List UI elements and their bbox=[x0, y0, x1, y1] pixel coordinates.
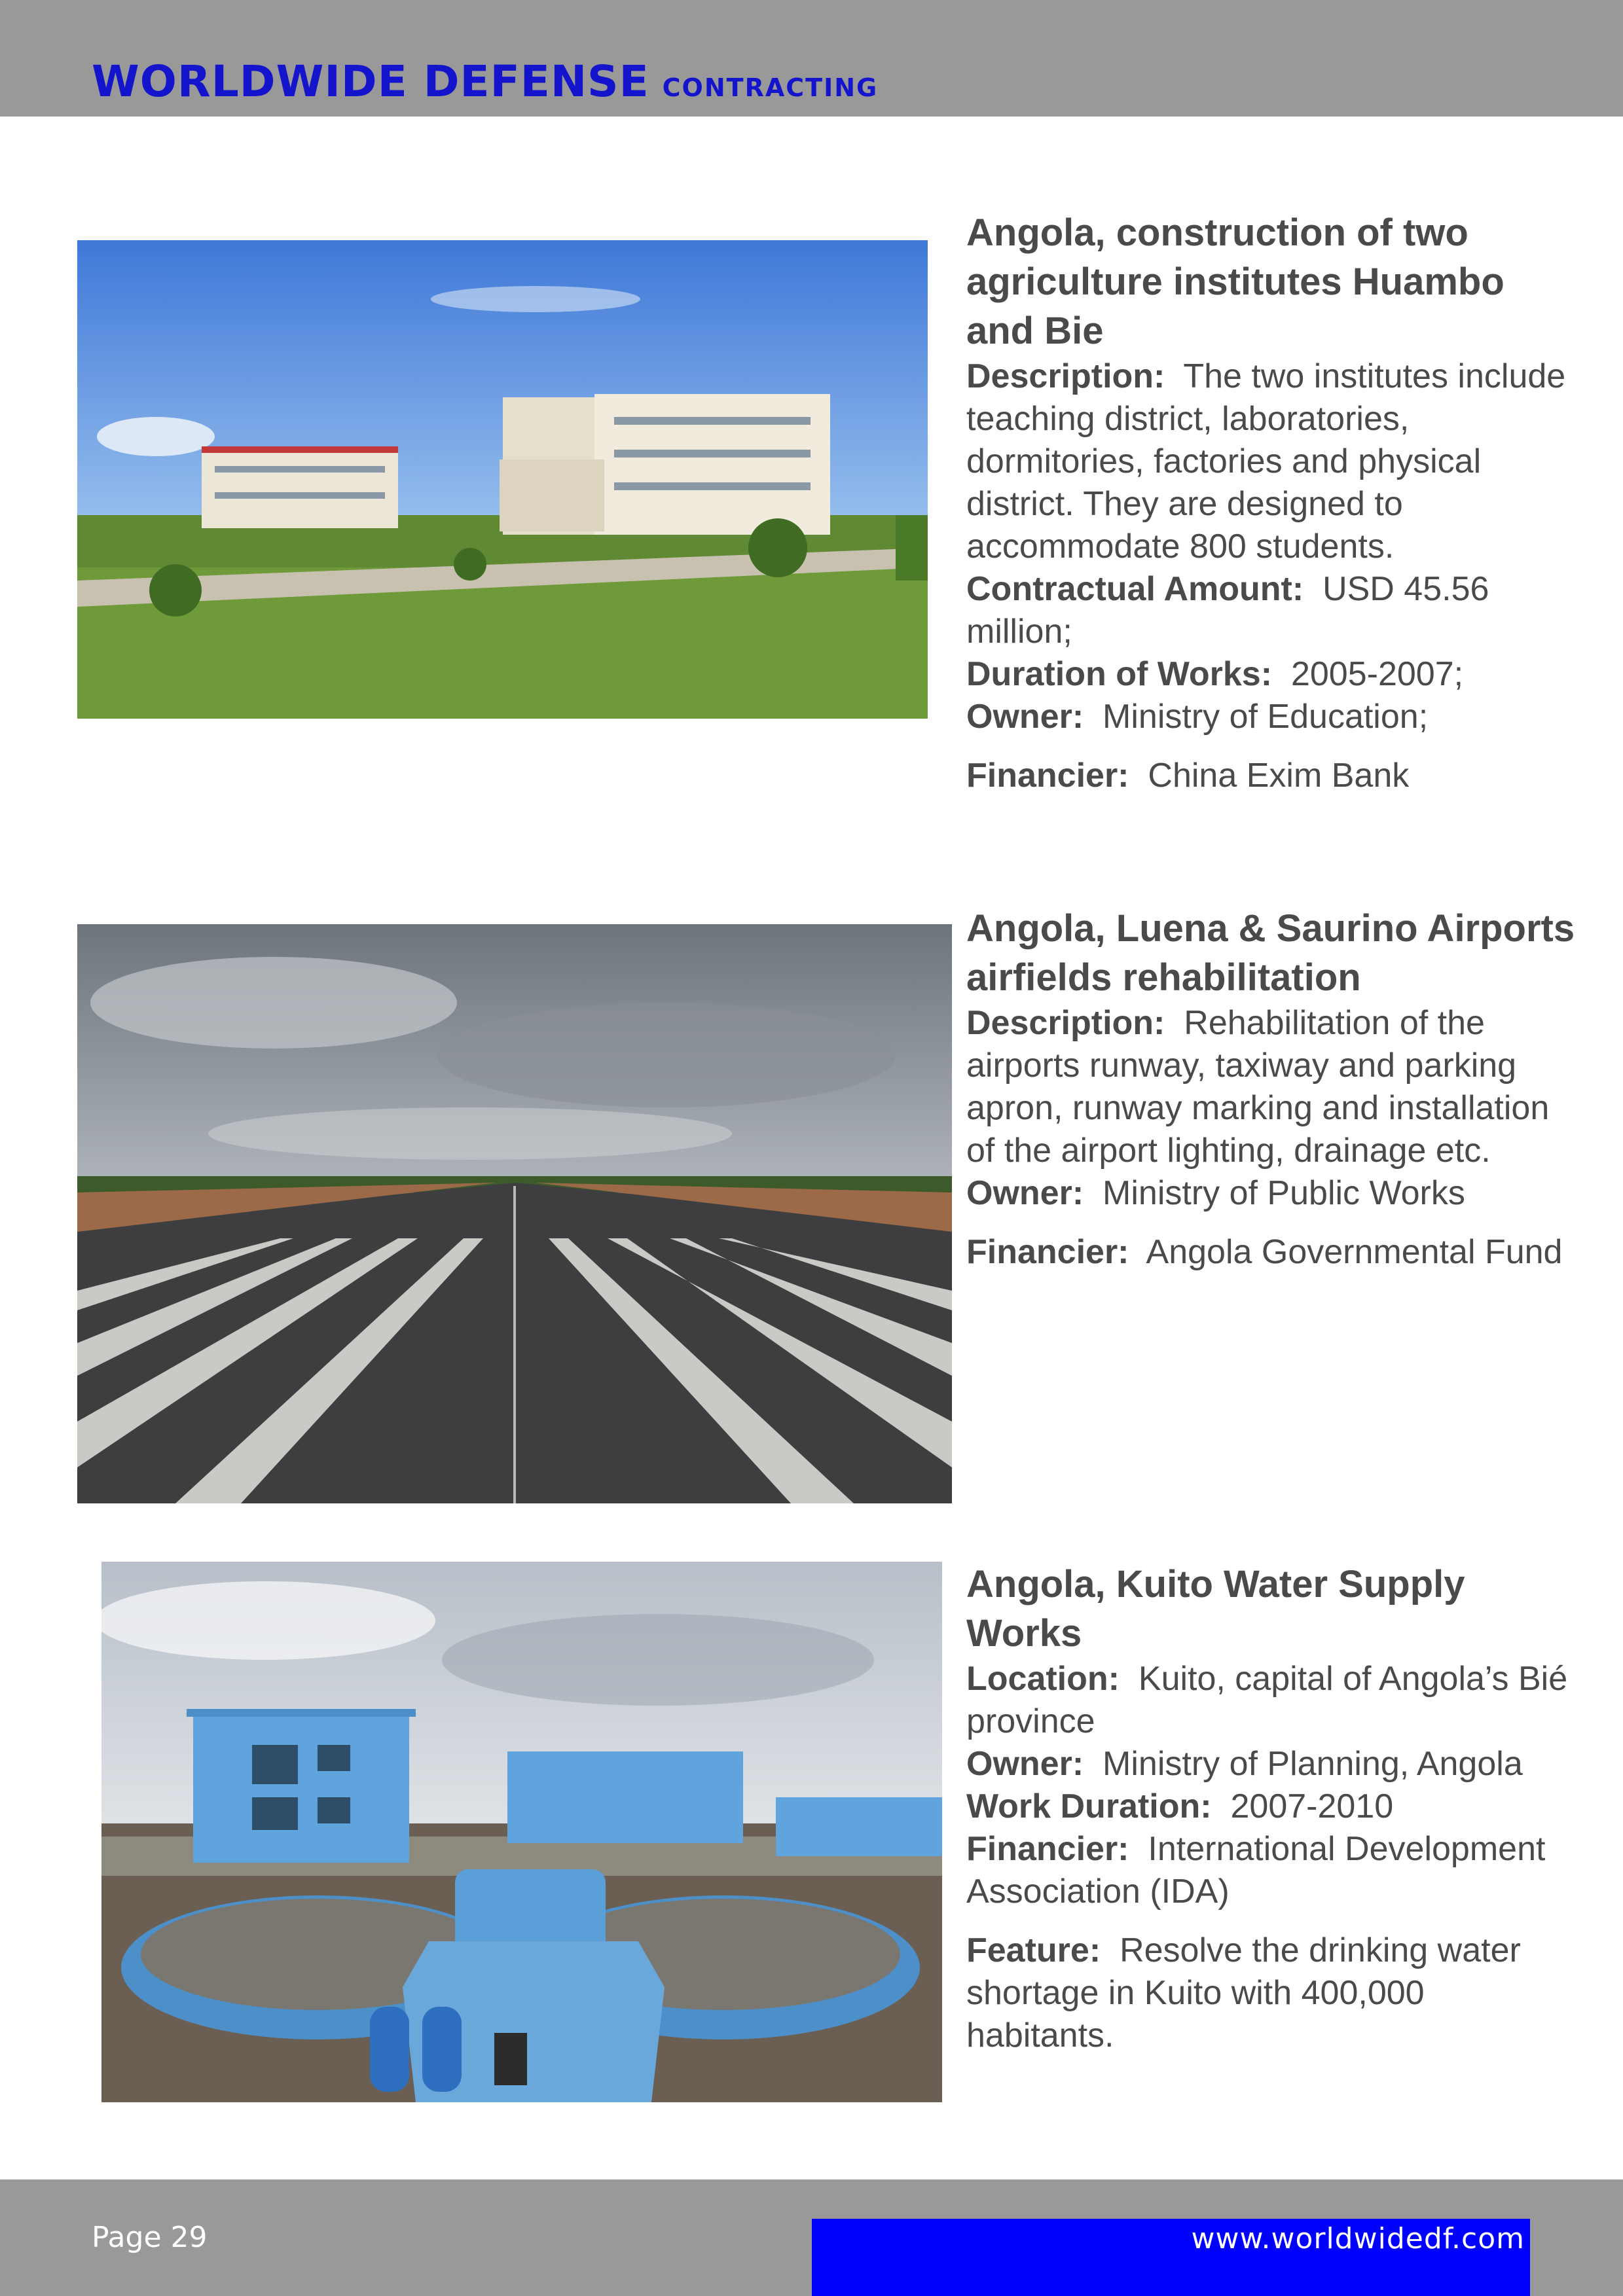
runway-photo bbox=[77, 924, 952, 1503]
field-value: Ministry of Education; bbox=[1103, 698, 1429, 736]
field-label: Owner: bbox=[966, 698, 1084, 736]
field-label: Location: bbox=[966, 1660, 1120, 1698]
field-label: Financier: bbox=[966, 757, 1129, 795]
water-plant-photo bbox=[101, 1562, 942, 2102]
financier-field bbox=[966, 1828, 1575, 1913]
project-airports bbox=[966, 904, 1575, 1274]
project-institutes bbox=[966, 208, 1575, 797]
field-value: The two institutes include teaching district, laboratories, dormitories, factories and physical district. They are designed to accommodate 800 students. bbox=[966, 357, 1566, 565]
website-link[interactable]: www.worldwidedf.com bbox=[1191, 2222, 1525, 2255]
field-value: International Development Association (IDA) bbox=[966, 1830, 1546, 1910]
financier-field bbox=[966, 755, 1575, 797]
page-number: Page 29 bbox=[92, 2221, 208, 2254]
field-label: Contractual Amount: bbox=[966, 570, 1304, 608]
project-title: Angola, Kuito Water Supply Works bbox=[966, 1563, 1465, 1655]
field-value: Angola Governmental Fund bbox=[1146, 1233, 1563, 1271]
institutes-photo bbox=[77, 240, 928, 719]
amount-field bbox=[966, 568, 1575, 653]
project-water-supply bbox=[966, 1560, 1575, 2057]
field-label: Financier: bbox=[966, 1233, 1129, 1271]
field-value: Kuito, capital of Angola’s Bié province bbox=[966, 1660, 1568, 1740]
website-box bbox=[812, 2219, 1530, 2296]
field-value: Rehabilitation of the airports runway, taxiway and parking apron, runway marking and installation of the airport lighting, drainage etc. bbox=[966, 1004, 1550, 1170]
brand-main: WORLDWIDE DEFENSE bbox=[92, 56, 649, 107]
field-label: Duration of Works: bbox=[966, 655, 1273, 693]
field-label: Work Duration: bbox=[966, 1787, 1212, 1825]
location-field bbox=[966, 1658, 1575, 1743]
financier-field bbox=[966, 1231, 1575, 1274]
owner-field bbox=[966, 1743, 1575, 1785]
description-field bbox=[966, 1002, 1575, 1172]
feature-field bbox=[966, 1929, 1575, 2057]
work-duration-field bbox=[966, 1785, 1575, 1828]
field-label: Description: bbox=[966, 357, 1165, 395]
field-value: 2005-2007; bbox=[1290, 655, 1464, 693]
field-value: Ministry of Public Works bbox=[1103, 1174, 1465, 1212]
field-label: Feature: bbox=[966, 1931, 1101, 1969]
project-title: Angola, construction of two agriculture institutes Huambo and Bie bbox=[966, 211, 1504, 352]
field-value: 2007-2010 bbox=[1230, 1787, 1394, 1825]
field-label: Financier: bbox=[966, 1830, 1129, 1868]
owner-field bbox=[966, 696, 1575, 738]
project-title: Angola, Luena & Saurino Airports airfields rehabilitation bbox=[966, 907, 1575, 999]
brand-logo bbox=[92, 56, 879, 107]
field-value: USD 45.56 million; bbox=[966, 570, 1489, 651]
brand-sub: CONTRACTING bbox=[662, 73, 879, 102]
field-value: Ministry of Planning, Angola bbox=[1103, 1745, 1523, 1783]
field-value: China Exim Bank bbox=[1148, 757, 1410, 795]
owner-field bbox=[966, 1172, 1575, 1215]
field-label: Description: bbox=[966, 1004, 1165, 1042]
field-label: Owner: bbox=[966, 1745, 1084, 1783]
description-field bbox=[966, 355, 1575, 568]
field-value: Resolve the drinking water shortage in Kuito with 400,000 habitants. bbox=[966, 1931, 1521, 2054]
duration-field bbox=[966, 653, 1575, 696]
field-label: Owner: bbox=[966, 1174, 1084, 1212]
